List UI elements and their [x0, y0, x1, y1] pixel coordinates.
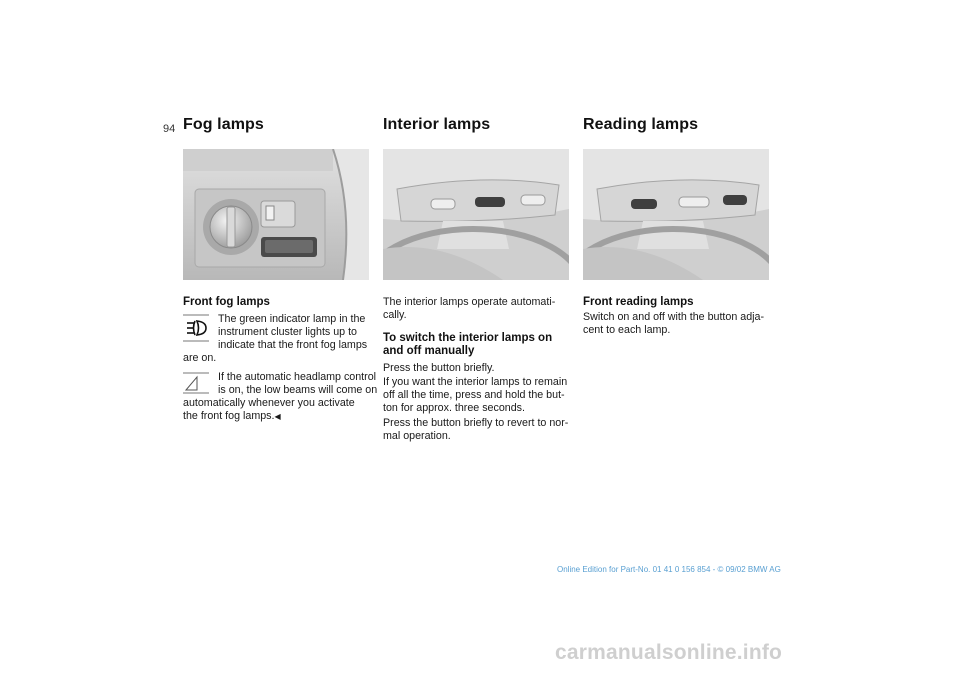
interior-intro	[383, 296, 555, 322]
revert-line-1: Press the button briefly to revert to nor-	[383, 417, 569, 429]
caution-note-lines	[218, 371, 377, 397]
fog-lamps-title: Fog lamps	[183, 116, 264, 133]
reading-lamps-title: Reading lamps	[583, 116, 699, 133]
manual-switch-heading-line-1: To switch the interior lamps on	[383, 332, 553, 344]
headlamp-switch-photo	[183, 149, 369, 280]
page-number: 94	[163, 123, 176, 135]
caution-note-line-3: automatically whenever you activate	[183, 397, 355, 409]
manual-switch-heading-line-2: and off manually	[383, 345, 475, 357]
front-reading-lamps-heading: Front reading lamps	[583, 296, 694, 308]
interior-lamp-console-photo	[383, 149, 569, 280]
footer-edition-note: Online Edition for Part-No. 01 41 0 156 854 - © 09/02 BMW AG	[557, 565, 781, 574]
indicator-note-lines	[218, 313, 367, 352]
indicator-note-line-3: indicate that the front fog lamps	[218, 339, 368, 351]
indicator-note-line-4: are on.	[183, 352, 217, 364]
hold-button-paragraph	[383, 376, 567, 415]
reading-lamp-console-photo	[583, 149, 769, 280]
caution-note-line-4-wrap	[183, 410, 281, 423]
interior-intro-line-2: cally.	[383, 309, 407, 321]
interior-lamps-title: Interior lamps	[383, 116, 491, 133]
end-of-note-icon: ◀	[274, 412, 281, 421]
hold-button-line-3: ton for approx. three seconds.	[383, 402, 525, 414]
indicator-note-line-2: instrument cluster lights up to	[218, 326, 358, 338]
caution-triangle-icon	[183, 372, 209, 394]
indicator-note-line-1: The green indicator lamp in the	[218, 313, 366, 325]
revert-line-2: mal operation.	[383, 430, 451, 442]
fog-lamp-indicator-icon	[183, 314, 209, 342]
press-briefly-text: Press the button briefly.	[383, 362, 495, 374]
hold-button-line-1: If you want the interior lamps to remain	[383, 376, 568, 388]
manual-switch-heading	[383, 332, 552, 358]
front-fog-lamps-heading: Front fog lamps	[183, 296, 270, 308]
caution-note-line-2: is on, the low beams will come on	[218, 384, 378, 396]
hold-button-line-2: off all the time, press and hold the but-	[383, 389, 565, 401]
watermark-logo: carmanualsonline.info	[555, 641, 783, 664]
caution-note-line-4: the front fog lamps.	[183, 410, 275, 422]
reading-lamps-line-2: cent to each lamp.	[583, 324, 671, 336]
reading-lamps-paragraph	[583, 311, 764, 337]
reading-lamps-line-1: Switch on and off with the button adja-	[583, 311, 765, 323]
caution-note-line-1: If the automatic headlamp control	[218, 371, 377, 383]
interior-intro-line-1: The interior lamps operate automati-	[383, 296, 556, 308]
revert-paragraph	[383, 417, 568, 443]
